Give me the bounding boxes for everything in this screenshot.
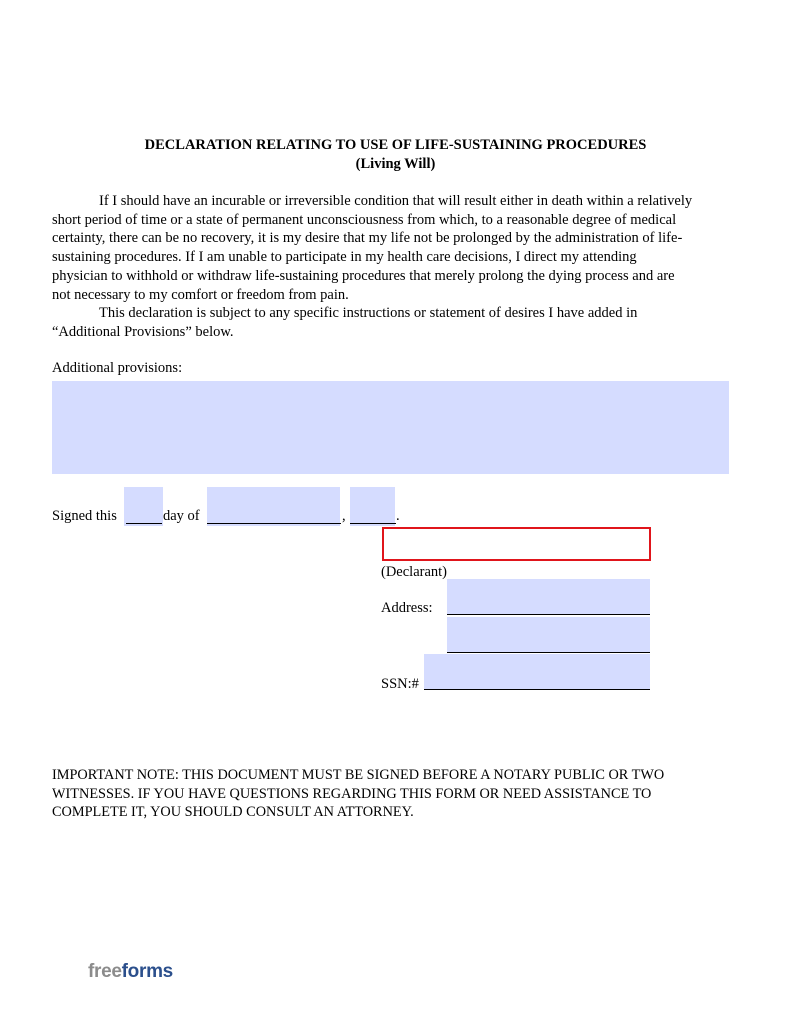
paragraph-line: short period of time or a state of permanent unconsciousness from which, to a reasonable degree of medical bbox=[52, 211, 677, 228]
address-line1-field[interactable] bbox=[447, 579, 650, 615]
paragraph-line: This declaration is subject to any specific instructions or statement of desires I have added in bbox=[99, 305, 638, 321]
comma-separator: , bbox=[342, 508, 346, 524]
paragraph-line: certainty, there can be no recovery, it is my desire that my life not be prolonged by the administration of life- bbox=[52, 230, 683, 247]
signed-this-label: Signed this bbox=[52, 508, 117, 524]
additional-provisions-label: Additional provisions: bbox=[52, 360, 183, 376]
paragraph-line: sustaining procedures. If I am unable to participate in my health care decisions, I direct my attending bbox=[52, 249, 637, 266]
day-field[interactable] bbox=[124, 487, 163, 526]
note-line: COMPLETE IT, YOU SHOULD CONSULT AN ATTORNEY. bbox=[52, 804, 414, 820]
ssn-underline bbox=[424, 689, 650, 690]
additional-provisions-field[interactable] bbox=[52, 381, 729, 474]
important-note bbox=[52, 766, 752, 822]
declarant-signature-field[interactable] bbox=[382, 527, 651, 561]
ssn-field[interactable] bbox=[424, 654, 650, 690]
address-label: Address: bbox=[381, 600, 433, 616]
year-underline bbox=[350, 523, 396, 524]
day-underline bbox=[126, 523, 162, 524]
document-subtitle: (Living Will) bbox=[355, 156, 436, 172]
declaration-paragraph bbox=[52, 192, 736, 304]
month-field[interactable] bbox=[207, 487, 340, 526]
note-line: WITNESSES. IF YOU HAVE QUESTIONS REGARDING THIS FORM OR NEED ASSISTANCE TO bbox=[52, 785, 652, 802]
note-line: IMPORTANT NOTE: THIS DOCUMENT MUST BE SIGNED BEFORE A NOTARY PUBLIC OR TWO bbox=[52, 767, 665, 783]
year-field[interactable] bbox=[350, 487, 395, 526]
document-title: DECLARATION RELATING TO USE OF LIFE-SUSTAINING PROCEDURES bbox=[144, 137, 647, 153]
subject-to-paragraph bbox=[52, 304, 736, 341]
logo-forms-text: forms bbox=[121, 961, 173, 982]
month-underline bbox=[207, 523, 341, 524]
freeforms-logo bbox=[88, 961, 173, 983]
declarant-label: (Declarant) bbox=[381, 564, 448, 580]
paragraph-line: physician to withhold or withdraw life-sustaining procedures that merely prolong the dying process and are bbox=[52, 267, 675, 284]
paragraph-line: not necessary to my comfort or freedom from pain. bbox=[52, 286, 349, 303]
day-of-label: day of bbox=[163, 508, 200, 524]
period-mark: . bbox=[396, 508, 400, 524]
address-line2-underline bbox=[447, 652, 650, 653]
address-line2-field[interactable] bbox=[447, 617, 650, 652]
logo-free-text: free bbox=[88, 961, 122, 982]
paragraph-line: If I should have an incurable or irreversible condition that will result either in death within a relatively bbox=[99, 193, 693, 209]
address-line1-underline bbox=[447, 614, 650, 615]
paragraph-line: “Additional Provisions” below. bbox=[52, 323, 234, 340]
ssn-label: SSN:# bbox=[381, 676, 419, 692]
